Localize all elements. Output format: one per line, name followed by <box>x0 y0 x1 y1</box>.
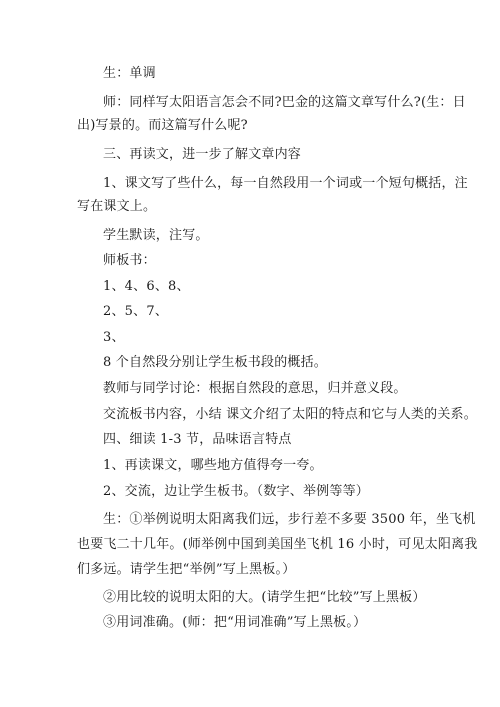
text-line-20: 们多远。请学生把“举例”写上黑板。） <box>77 562 296 577</box>
text-line-16: 1、再读课文，哪些地方值得夸一夸。 <box>103 458 323 473</box>
text-line-22: ③用词准确。(师：把“用词准确”写上黑板。） <box>103 615 367 630</box>
text-line-17: 2、交流，边让学生板书。（数字、举例等等） <box>103 484 369 499</box>
text-line-21: ②用比较的说明太阳的大。(请学生把“比较”写上黑板） <box>103 590 426 605</box>
text-line-18: 生：①举例说明太阳离我们远，步行差不多要 3500 年，坐飞机 <box>103 512 476 527</box>
text-line-12: 8 个自然段分别让学生板书段的概括。 <box>103 355 328 370</box>
text-line-8: 师板书： <box>103 253 156 268</box>
text-line-3: 出)写景的。而这篇写什么呢? <box>77 118 248 133</box>
text-line-19: 也要飞二十几年。(师举例中国到美国坐飞机 16 小时，可见太阳离我 <box>77 537 478 552</box>
text-line-10: 2、5、7、 <box>103 304 169 319</box>
section-heading-4: 四、细读 1-3 节，品味语言特点 <box>103 432 292 447</box>
text-line-6: 写在课文上。 <box>77 199 157 214</box>
text-line-14: 交流板书内容，小结 课文介绍了太阳的特点和它与人类的关系。 <box>103 407 477 422</box>
section-heading-3: 三、再读文，进一步了解文章内容 <box>103 147 302 162</box>
text-line-7: 学生默读，注写。 <box>103 228 209 243</box>
text-line-11: 3、 <box>103 330 125 345</box>
text-line-1: 生：单调 <box>103 66 156 81</box>
text-line-5: 1、课文写了些什么，每一自然段用一个词或一个短句概括，注 <box>103 176 468 191</box>
text-line-9: 1、4、6、8、 <box>103 279 190 294</box>
text-line-2: 师：同样写太阳语言怎会不同?巴金的这篇文章写什么?(生：日 <box>103 95 466 110</box>
text-line-13: 教师与同学讨论：根据自然段的意思，归并意义段。 <box>103 381 407 396</box>
